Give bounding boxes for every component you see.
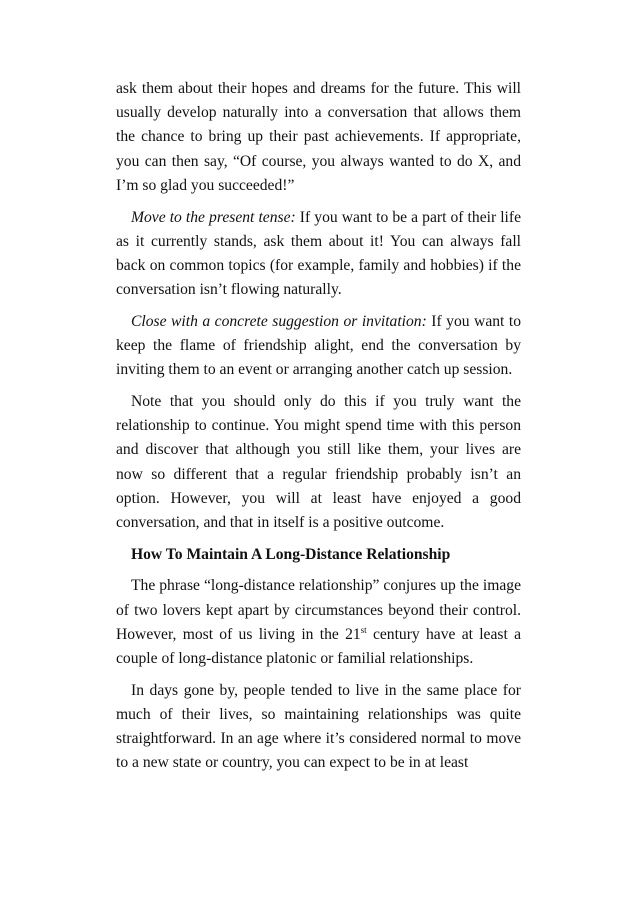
paragraph-text: century have at least a couple of long-distance platonic or familial relationships. [116,625,521,667]
section-heading: How To Maintain A Long-Distance Relationship [131,545,451,563]
ordinal-suffix: st [360,624,367,635]
page-body [116,77,521,783]
paragraph-text: If you want to be a part of their life as it currently stands, ask them about it! You can always fall back on common topics (for example, family and hobbies) if the conversation isn’t flowing naturally. [116,208,522,299]
paragraph-present-tense [116,206,521,303]
paragraph-phrase [116,574,521,671]
paragraph-close-suggestion [116,310,521,383]
paragraph-note: Note that you should only do this if you truly want the relationship to continue. You might spend time with this person and discover that although you still like them, your lives are now so different that a regular friendship probably isn’t an option. However, you will at least have enjoyed a good conversation, and that in itself is a positive outcome. [116,392,521,531]
lead-phrase: Close with a concrete suggestion or invitation: [131,312,427,330]
paragraph-days-gone-by: In days gone by, people tended to live in the same place for much of their lives, so maintaining relationships was quite straightforward. In an age where it’s considered normal to move to a new state or country, you can expect to be in at least [116,681,521,772]
paragraph-text: The phrase “long-distance relationship” conjures up the image of two lovers kept apart by circumstances beyond their control. However, most of us living in the 21 [116,577,521,643]
paragraph-continued: ask them about their hopes and dreams for the future. This will usually develop naturally into a conversation that allows them the chance to bring up their past achievements. If appropriate, you can then say, “Of course, you always wanted to do X, and I’m so glad you succeeded!” [116,80,521,194]
lead-phrase: Move to the present tense: [131,208,296,226]
paragraph-text: If you want to keep the flame of friendship alight, end the conversation by inviting them to an event or arranging another catch up session. [116,312,521,379]
